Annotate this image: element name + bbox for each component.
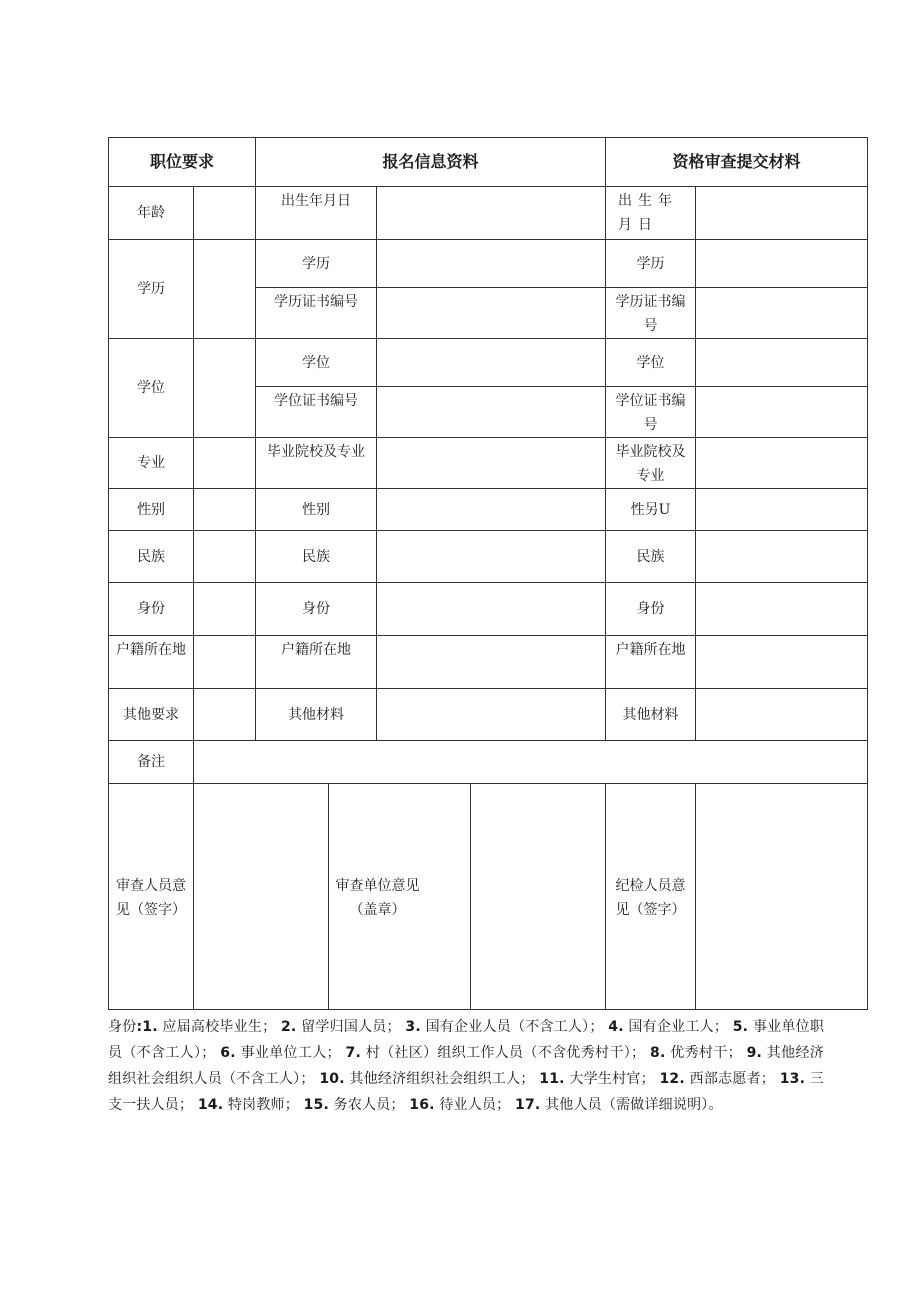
- label-gender-reg: 性别: [256, 489, 377, 531]
- label-school-major: 毕业院校及专业: [256, 438, 377, 489]
- identity-category-item: [515, 1097, 723, 1113]
- identity-category-text: 务农人员；: [328, 1097, 410, 1113]
- label-degree-cert-number: 学位证书编号: [256, 387, 377, 438]
- identity-category-item: [650, 1045, 747, 1061]
- label-unit-opinion: 审查单位意见（盖章）: [329, 784, 471, 1010]
- degree-cert-number-qual-field[interactable]: [696, 387, 868, 438]
- label-education-level: 学历: [256, 240, 377, 288]
- label-ethnicity: 民族: [109, 531, 194, 583]
- label-other-materials: 其他材料: [256, 689, 377, 741]
- identity-category-text: 国有企业工人；: [623, 1019, 733, 1035]
- label-gender: 性别: [109, 489, 194, 531]
- identity-category-text: 事业单位工人；: [235, 1045, 346, 1061]
- identity-category-item: [346, 1045, 651, 1061]
- gender-field[interactable]: [377, 489, 606, 531]
- label-birth-date-qual: 出生年月日: [606, 187, 696, 240]
- identity-category-number: 13.: [779, 1071, 806, 1087]
- identity-category-text: 其他人员（需做详细说明）。: [540, 1097, 723, 1113]
- label-remarks: 备注: [109, 741, 194, 784]
- gender-qual-field[interactable]: [696, 489, 868, 531]
- age-requirement-field[interactable]: [194, 187, 256, 240]
- identity-category-text: 村（社区）组织工作人员（不含优秀村干）；: [360, 1045, 651, 1061]
- education-level-qual-field[interactable]: [696, 240, 868, 288]
- hukou-requirement-field[interactable]: [194, 636, 256, 689]
- identity-category-number: 15.: [303, 1097, 329, 1113]
- label-ethnicity-qual: 民族: [606, 531, 696, 583]
- identity-category-number: 11.: [539, 1071, 565, 1087]
- identity-category-number: 5.: [732, 1019, 749, 1035]
- identity-category-number: 1.: [142, 1019, 158, 1035]
- label-other-materials-qual: 其他材料: [606, 689, 696, 741]
- identity-notes: 身份:1. 应届高校毕业生； 2. 留学归国人员； 3. 国有企业人员（不含工人）； 4. 国有企业工人； 5. 事业单位职员（不含工人）； 6. 事业单位工人； 7. 村（社区）组织工作人员（不含优秀村干）； 8. 优秀村干； 9. 其他经济组织社会组织人员（不含工人）； 10. 其他经济组织社会组织工人； 11. 大学生村官； 12. 西部志愿者； 13. 三支一扶人员； 14. 特岗教师； 15. 务农人员； 16. 待业人员； 17. 其他人员（需做详细说明）。: [108, 1019, 825, 1113]
- qualification-review-form: [108, 137, 868, 1010]
- header-qualification-materials: 资格审查提交材料: [606, 138, 868, 187]
- label-discipline-opinion: 纪检人员意见（签字）: [606, 784, 696, 1010]
- identity-category-text: 优秀村干；: [665, 1045, 747, 1061]
- identity-category-item: [304, 1097, 410, 1113]
- degree-cert-number-field[interactable]: [377, 387, 606, 438]
- identity-category-text: 西部志愿者；: [684, 1071, 780, 1087]
- gender-requirement-field[interactable]: [194, 489, 256, 531]
- education-requirement-field[interactable]: [194, 240, 256, 339]
- identity-category-text: 留学归国人员；: [296, 1019, 406, 1035]
- label-major: 专业: [109, 438, 194, 489]
- label-reviewer-opinion: 审查人员意见（签字）: [109, 784, 194, 1010]
- identity-category-number: 3.: [405, 1019, 421, 1035]
- ethnicity-qual-field[interactable]: [696, 531, 868, 583]
- header-registration-info: 报名信息资料: [256, 138, 606, 187]
- birth-date-qual-field[interactable]: [696, 187, 868, 240]
- identity-category-text: 三支一扶人员；: [108, 1071, 825, 1113]
- unit-seal-field[interactable]: [471, 784, 606, 1010]
- other-materials-field[interactable]: [377, 689, 606, 741]
- identity-category-text: 其他经济组织社会组织人员（不含工人）；: [108, 1045, 824, 1087]
- discipline-signature-field[interactable]: [696, 784, 868, 1010]
- birth-date-field[interactable]: [377, 187, 606, 240]
- label-hukou-qual: 户籍所在地: [606, 636, 696, 689]
- hukou-qual-field[interactable]: [696, 636, 868, 689]
- label-identity-reg: 身份: [256, 583, 377, 636]
- remarks-field[interactable]: [194, 741, 868, 784]
- label-education-cert-number-qual: 学历证书编号: [606, 288, 696, 339]
- identity-category-item: [659, 1071, 779, 1087]
- header-requirements: 职位要求: [109, 138, 256, 187]
- identity-category-item: [409, 1097, 515, 1113]
- major-requirement-field[interactable]: [194, 438, 256, 489]
- education-level-field[interactable]: [377, 240, 606, 288]
- label-other-requirements: 其他要求: [109, 689, 194, 741]
- identity-field[interactable]: [377, 583, 606, 636]
- label-degree-level-qual: 学位: [606, 339, 696, 387]
- identity-category-number: 16.: [409, 1097, 435, 1113]
- degree-level-qual-field[interactable]: [696, 339, 868, 387]
- identity-qual-field[interactable]: [696, 583, 868, 636]
- identity-category-number: 6.: [220, 1045, 236, 1061]
- identity-category-number: 17.: [515, 1097, 541, 1113]
- label-degree: 学位: [109, 339, 194, 438]
- label-degree-cert-number-qual: 学位证书编号: [606, 387, 696, 438]
- label-hukou: 户籍所在地: [109, 636, 194, 689]
- identity-category-item: [142, 1019, 281, 1035]
- label-birth-date: 出生年月日: [256, 187, 377, 240]
- hukou-field[interactable]: [377, 636, 606, 689]
- identity-category-item: [220, 1045, 345, 1061]
- other-materials-qual-field[interactable]: [696, 689, 868, 741]
- label-school-major-qual: 毕业院校及专业: [606, 438, 696, 489]
- notes-prefix: 身份: [108, 1019, 137, 1035]
- identity-category-item: [405, 1019, 608, 1035]
- label-education-cert-number: 学历证书编号: [256, 288, 377, 339]
- other-requirements-field[interactable]: [194, 689, 256, 741]
- school-major-field[interactable]: [377, 438, 606, 489]
- identity-category-text: 应届高校毕业生；: [157, 1019, 281, 1035]
- label-age: 年龄: [109, 187, 194, 240]
- identity-category-text: 事业单位职员（不含工人）；: [108, 1019, 825, 1061]
- identity-category-item: [539, 1071, 659, 1087]
- identity-category-text: 国有企业人员（不含工人）；: [420, 1019, 609, 1035]
- identity-category-text: 待业人员；: [434, 1097, 516, 1113]
- identity-category-item: [319, 1071, 539, 1087]
- identity-category-text: 其他经济组织社会组织工人；: [344, 1071, 540, 1087]
- label-education: 学历: [109, 240, 194, 339]
- label-identity: 身份: [109, 583, 194, 636]
- label-identity-qual: 身份: [606, 583, 696, 636]
- identity-category-number: 12.: [659, 1071, 685, 1087]
- identity-category-text: 特岗教师；: [223, 1097, 304, 1113]
- identity-category-number: 10.: [319, 1071, 345, 1087]
- identity-category-text: 大学生村官；: [564, 1071, 660, 1087]
- identity-category-number: 4.: [608, 1019, 624, 1035]
- degree-requirement-field[interactable]: [194, 339, 256, 438]
- label-ethnicity-reg: 民族: [256, 531, 377, 583]
- ethnicity-requirement-field[interactable]: [194, 531, 256, 583]
- identity-requirement-field[interactable]: [194, 583, 256, 636]
- identity-category-number: 7.: [345, 1045, 361, 1061]
- label-gender-qual: 性另U: [606, 489, 696, 531]
- identity-category-number: 2.: [280, 1019, 297, 1035]
- identity-category-item: [608, 1019, 732, 1035]
- identity-category-number: 14.: [197, 1097, 224, 1113]
- identity-category-number: 8.: [650, 1045, 666, 1061]
- reviewer-signature-field[interactable]: [194, 784, 329, 1010]
- education-cert-number-qual-field[interactable]: [696, 288, 868, 339]
- identity-category-number: 9.: [746, 1045, 763, 1061]
- education-cert-number-field[interactable]: [377, 288, 606, 339]
- school-major-qual-field[interactable]: [696, 438, 868, 489]
- ethnicity-field[interactable]: [377, 531, 606, 583]
- identity-category-item: [198, 1097, 304, 1113]
- label-hukou-reg: 户籍所在地: [256, 636, 377, 689]
- identity-category-item: [281, 1019, 405, 1035]
- label-education-level-qual: 学历: [606, 240, 696, 288]
- degree-level-field[interactable]: [377, 339, 606, 387]
- label-degree-level: 学位: [256, 339, 377, 387]
